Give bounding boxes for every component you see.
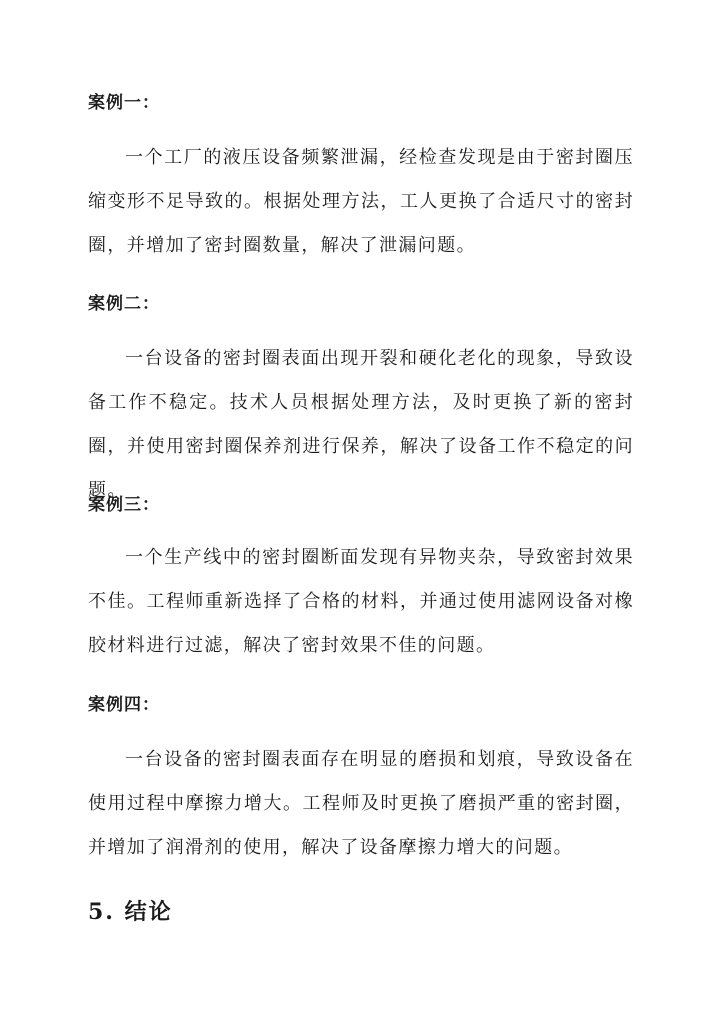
- case-1-paragraph: 一个工厂的液压设备频繁泄漏，经检查发现是由于密封圈压缩变形不足导致的。根据处理方法，工人更换了合适尺寸的密封圈，并增加了密封圈数量，解决了泄漏问题。: [88, 147, 634, 256]
- case-2-heading: 案例二：: [88, 294, 160, 314]
- case-3-paragraph: 一个生产线中的密封圈断面发现有异物夹杂，导致密封效果不佳。工程师重新选择了合格的材料，并通过使用滤网设备对橡胶材料进行过滤，解决了密封效果不佳的问题。: [88, 547, 634, 656]
- case-4-paragraph: 一台设备的密封圈表面存在明显的磨损和划痕，导致设备在使用过程中摩擦力增大。工程师及时更换了磨损严重的密封圈，并增加了润滑剂的使用，解决了设备摩擦力增大的问题。: [88, 749, 634, 858]
- case-2-paragraph: 一台设备的密封圈表面出现开裂和硬化老化的现象，导致设备工作不稳定。技术人员根据处理方法，及时更换了新的密封圈，并使用密封圈保养剂进行保养，解决了设备工作不稳定的问题。: [88, 348, 634, 501]
- case-3-heading: 案例三：: [88, 495, 160, 515]
- case-1-heading: 案例一：: [88, 93, 160, 113]
- case-4-heading: 案例四：: [88, 695, 160, 715]
- section-title: 5. 结论: [88, 899, 173, 925]
